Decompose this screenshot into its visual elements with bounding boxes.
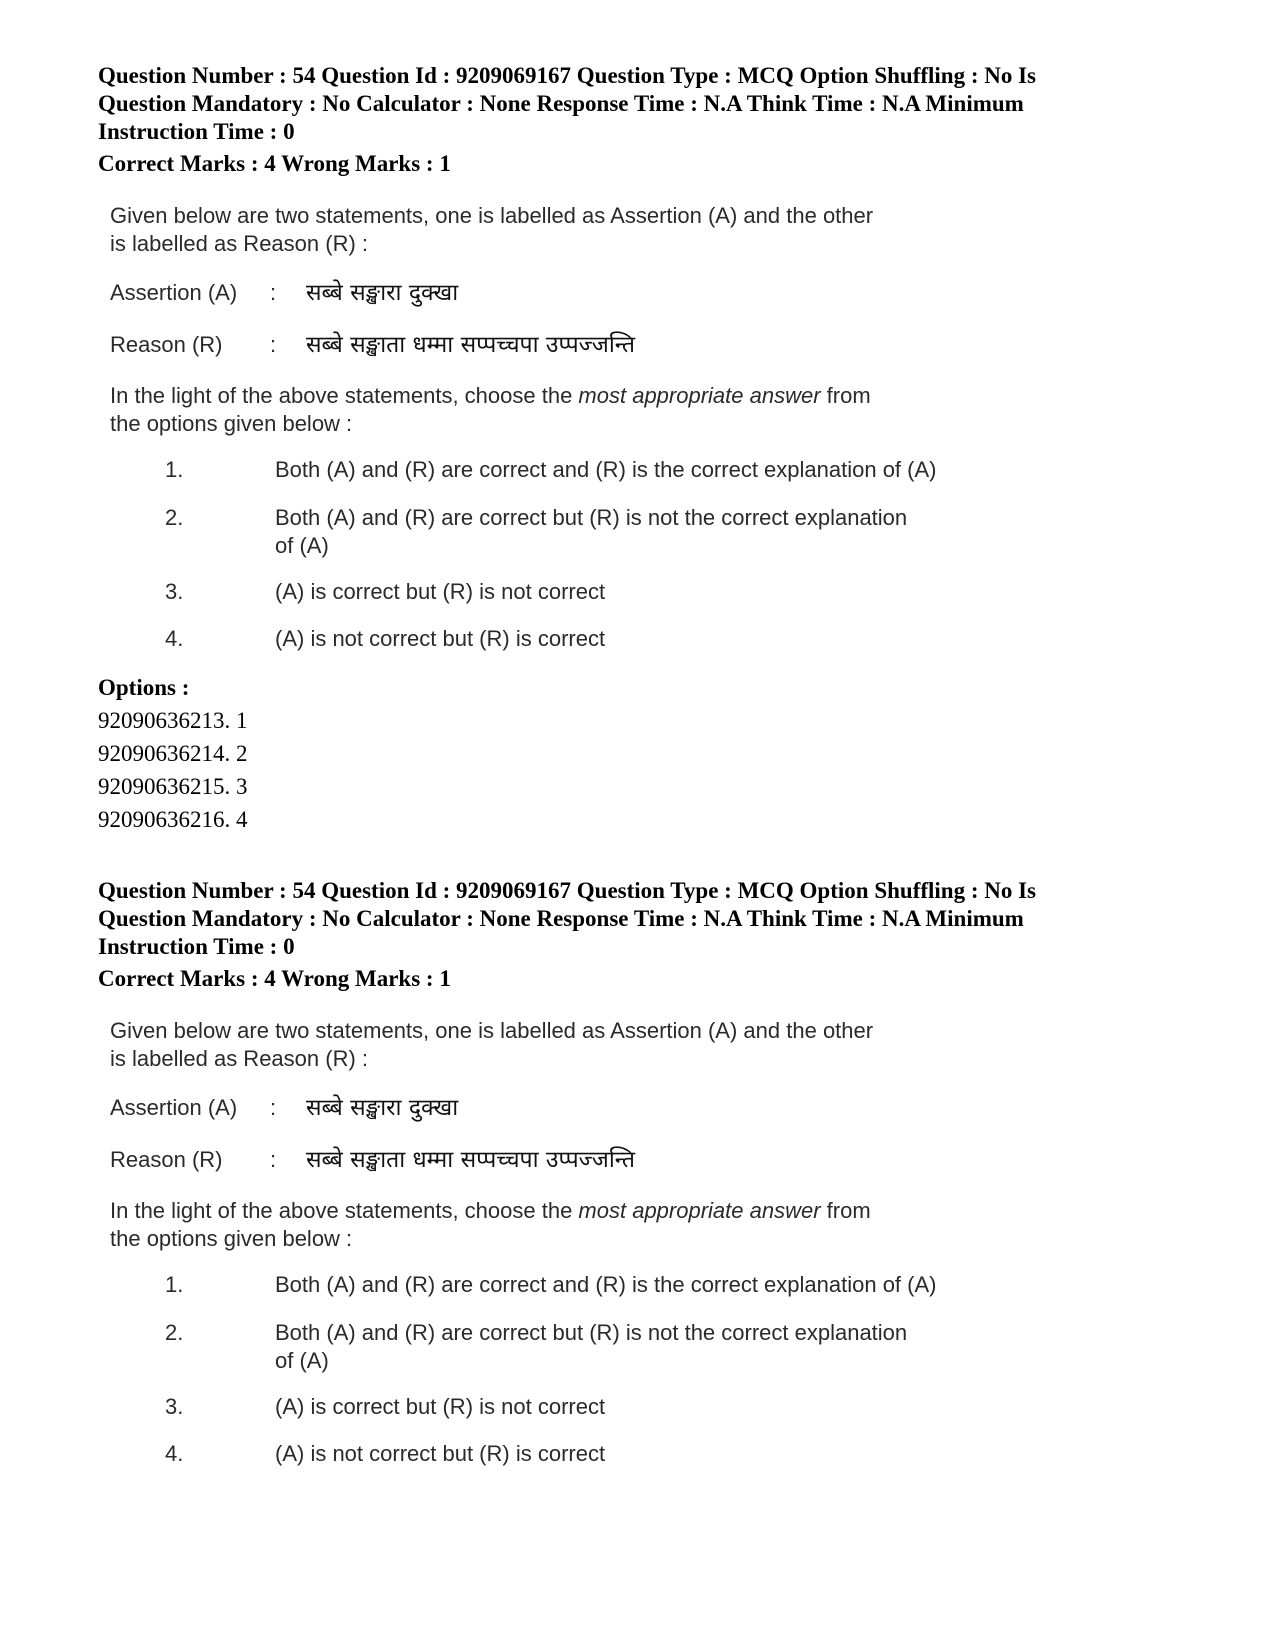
choice-number: 3. bbox=[165, 1394, 184, 1419]
choice-line: (A) is not correct but (R) is correct bbox=[275, 626, 606, 651]
intro-line-2: is labelled as Reason (R) : bbox=[110, 1046, 369, 1071]
reason-colon: : bbox=[270, 332, 277, 357]
instruction-post: from bbox=[820, 383, 871, 408]
question-intro bbox=[110, 202, 940, 258]
choice-text bbox=[275, 625, 940, 653]
meta-line-2: Question Mandatory : No Calculator : None Response Time : N.A Think Time : N.A Minimum bbox=[98, 906, 1024, 931]
meta-line-2: Question Mandatory : No Calculator : None Response Time : N.A Think Time : N.A Minimum bbox=[98, 91, 1024, 116]
meta-line-1: Question Number : 54 Question Id : 9209069167 Question Type : MCQ Option Shuffling : No Is bbox=[98, 878, 1037, 903]
instruction-text bbox=[110, 1197, 940, 1253]
choice-number: 1. bbox=[165, 457, 184, 482]
choice-text bbox=[275, 1319, 940, 1375]
instruction-emphasis: most appropriate answer bbox=[578, 383, 821, 408]
assertion-statement bbox=[110, 276, 458, 310]
option-item: 92090636215. 3 bbox=[98, 774, 248, 799]
choice-number: 4. bbox=[165, 626, 184, 651]
assertion-statement bbox=[110, 1091, 458, 1125]
choice-text bbox=[275, 578, 940, 606]
assertion-colon: : bbox=[270, 280, 277, 305]
assertion-label: Assertion (A) bbox=[110, 280, 238, 305]
reason-text: सब्बे सङ्खाता धम्मा सप्पच्चपा उप्पज्जन्ति bbox=[306, 1147, 636, 1173]
instruction-line-1 bbox=[110, 1197, 940, 1225]
reason-label: Reason (R) bbox=[110, 1147, 223, 1172]
choice-line: of (A) bbox=[275, 533, 329, 558]
meta-line-3: Instruction Time : 0 bbox=[98, 119, 295, 144]
choice-line: Both (A) and (R) are correct and (R) is the correct explanation of (A) bbox=[275, 1272, 937, 1297]
intro-line-2: is labelled as Reason (R) : bbox=[110, 231, 369, 256]
reason-label: Reason (R) bbox=[110, 332, 223, 357]
meta-line-1: Question Number : 54 Question Id : 9209069167 Question Type : MCQ Option Shuffling : No Is bbox=[98, 63, 1037, 88]
choice-text bbox=[275, 1440, 940, 1468]
choice-number: 4. bbox=[165, 1441, 184, 1466]
meta-line-3: Instruction Time : 0 bbox=[98, 934, 295, 959]
instruction-emphasis: most appropriate answer bbox=[578, 1198, 821, 1223]
reason-colon: : bbox=[270, 1147, 277, 1172]
instruction-line-2: the options given below : bbox=[110, 1226, 353, 1251]
choice-number: 3. bbox=[165, 579, 184, 604]
assertion-text: सब्बे सङ्खारा दुक्खा bbox=[306, 1095, 459, 1121]
option-item: 92090636216. 4 bbox=[98, 807, 248, 832]
marks-line: Correct Marks : 4 Wrong Marks : 1 bbox=[98, 966, 451, 991]
choice-line: of (A) bbox=[275, 1348, 329, 1373]
question-intro bbox=[110, 1017, 940, 1073]
choice-text bbox=[275, 1271, 940, 1299]
choice-number: 2. bbox=[165, 1320, 184, 1345]
assertion-colon: : bbox=[270, 1095, 277, 1120]
question-meta bbox=[98, 62, 1178, 146]
instruction-post: from bbox=[820, 1198, 871, 1223]
choice-line: Both (A) and (R) are correct but (R) is not the correct explanation bbox=[275, 505, 908, 530]
choice-text bbox=[275, 1393, 940, 1421]
instruction-line-1 bbox=[110, 382, 940, 410]
instruction-pre: In the light of the above statements, choose the bbox=[110, 1198, 579, 1223]
marks-line: Correct Marks : 4 Wrong Marks : 1 bbox=[98, 151, 451, 176]
instruction-text bbox=[110, 382, 940, 438]
assertion-text: सब्बे सङ्खारा दुक्खा bbox=[306, 280, 459, 306]
instruction-line-2: the options given below : bbox=[110, 411, 353, 436]
instruction-pre: In the light of the above statements, choose the bbox=[110, 383, 579, 408]
assertion-label: Assertion (A) bbox=[110, 1095, 238, 1120]
question-meta bbox=[98, 877, 1178, 961]
options-heading: Options : bbox=[98, 675, 190, 700]
reason-statement bbox=[110, 328, 635, 362]
reason-statement bbox=[110, 1143, 635, 1177]
choice-line: (A) is not correct but (R) is correct bbox=[275, 1441, 606, 1466]
choice-line: (A) is correct but (R) is not correct bbox=[275, 579, 606, 604]
choice-line: (A) is correct but (R) is not correct bbox=[275, 1394, 606, 1419]
choice-number: 2. bbox=[165, 505, 184, 530]
intro-line-1: Given below are two statements, one is labelled as Assertion (A) and the other bbox=[110, 1018, 874, 1043]
reason-text: सब्बे सङ्खाता धम्मा सप्पच्चपा उप्पज्जन्ति bbox=[306, 332, 636, 358]
choice-number: 1. bbox=[165, 1272, 184, 1297]
choice-text bbox=[275, 456, 940, 484]
choice-text bbox=[275, 504, 940, 560]
option-item: 92090636213. 1 bbox=[98, 708, 248, 733]
option-item: 92090636214. 2 bbox=[98, 741, 248, 766]
intro-line-1: Given below are two statements, one is labelled as Assertion (A) and the other bbox=[110, 203, 874, 228]
choice-line: Both (A) and (R) are correct and (R) is the correct explanation of (A) bbox=[275, 457, 937, 482]
choice-line: Both (A) and (R) are correct but (R) is not the correct explanation bbox=[275, 1320, 908, 1345]
